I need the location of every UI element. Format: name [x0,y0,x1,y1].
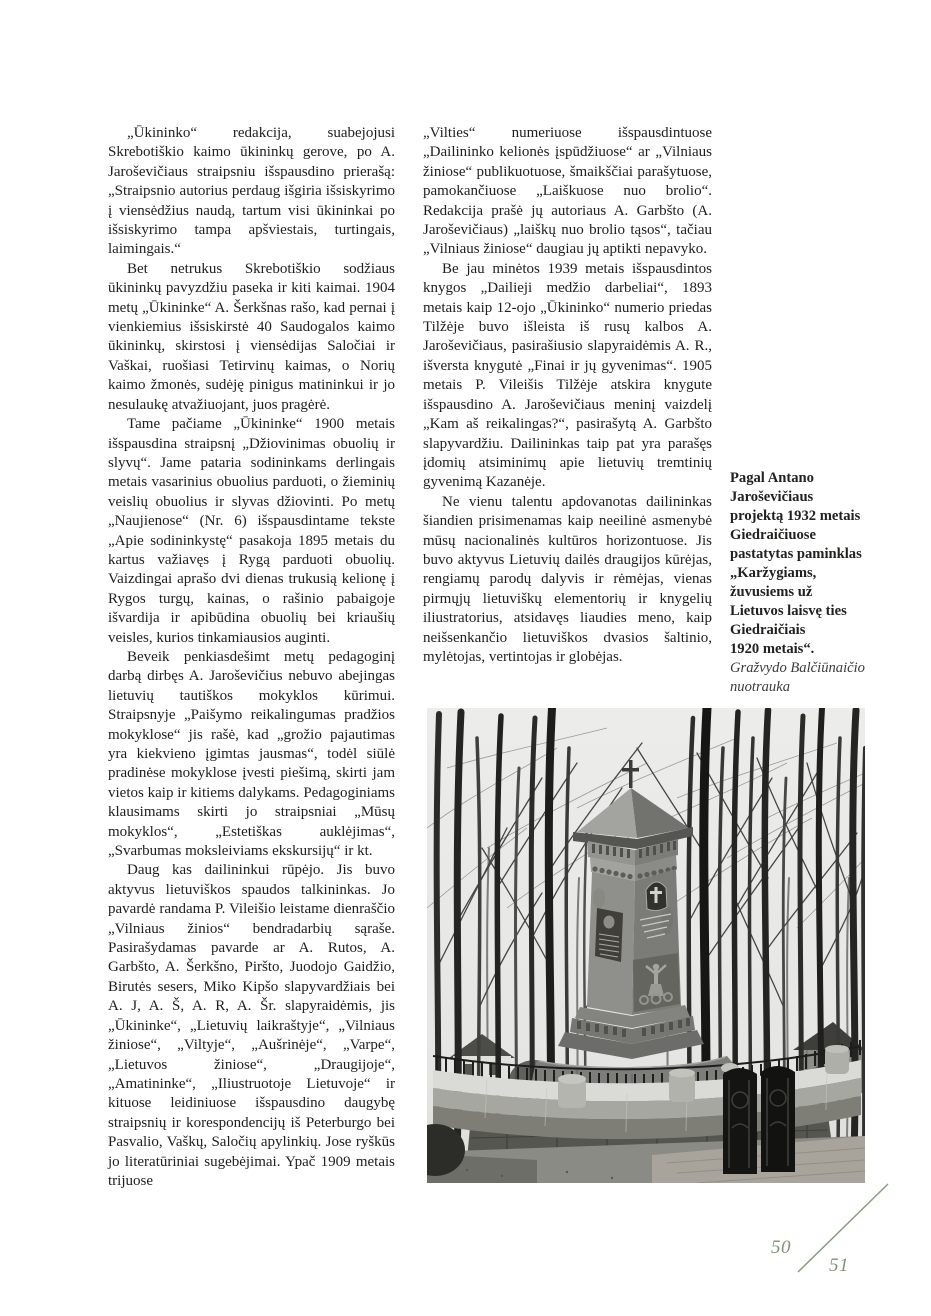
paragraph: „Ūkininko“ redakcija, suabejojusi Skrebotiškio kaimo ūkininkų gerove, po A. Jaroševičiaus straipsniu išspausdino prierašą: „Straipsnio autorius perdaug išgiria išsiskyrimo į viensėdžius naudą, tartum visi ūkininkai po išsiskyrimo tampa apšviestais, turtingais, laimingais.“ [108,125,395,258]
caption-line: Lietuvos laisvę ties [730,603,847,619]
paragraph: Daug kas dailininkui rūpėjo. Jis buvo aktyvus lietuviškos spaudos talkininkas. Jo pavardė randama P. Vileišio leistame dienraščio „Vilniaus žinios“ bendradarbių sąraše. Pasirašydamas pavarde ar A. Rutos, A. Garbšto, A. Šerkšno, Piršto, Juodojo Gaidžio, Birutės sesers, Miko Kipšo slapyvardžiais bei A. J, A. Š, A. R, A. Šr. slapyraidėmis, jis „Ūkininke“, „Lietuvių laikraštyje“, „Vilniaus žiniose“, „Viltyje“, „Aušrinėje“, „Varpe“, „Lietuvos žiniose“, „Draugijoje“, „Amatininke“, „Iliustruotoje Lietuvoje“ ir kituose leidiniuose išspausdino daugybę straipsnių ir korespondencijų iš Peterburgo bei Pasvalio, Vaškų, Saločių apylinkių. Jose ryškūs jo literatūriniai sugebėjimai. Ypač 1909 metais trijuose [108,862,395,1189]
text-column-left [108,124,395,1191]
caption-line: Giedraičiais [730,622,806,638]
paragraph: Tame pačiame „Ūkininke“ 1900 metais išspausdina straipsnį „Džiovinimas obuolių ir slyvų“. Jame pataria sodininkams derlingais metais vasarinius obuolius parduoti, o žieminių veislių obuolius ir slyvas džiovinti. Po metų „Naujienose“ (Nr. 6) išspausdintame tekste „Apie sodininkystę“ pasakoja 1895 metais du kartus važiavęs į Rygą parduoti obuolių. Vaizdingai aprašo dvi dienas trukusią kelionę į Rygos turgų, kainas, o rašinio pabaigoje išvardija ir apibūdina obuolių bei kriaušių veisles, kurios tinkamiausios auginti. [108,416,395,646]
caption-line: Jaroševičiaus [730,489,814,505]
caption-line: „Karžygiams, [730,565,817,581]
paragraph: Beveik penkiasdešimt metų pedagoginį darbą dirbęs A. Jaroševičius nebuvo abejingas lietuvių tautiškos mokyklos kūrimui. Straipsnyje „Paišymo reikalingumas pradžios mokyklose“ jis rašė, kad „grožio pajautimas yra kiekvieno įgimtas jausmas“, todėl siūlė pradinėse mokyklose įvesti piešimą, skirti jam vietos kaip ir kitiems dalykams. Pedagoginiams klausimams skirti jo straipsniai „Mūsų mokyklos“, „Estetiškas auklėjimas“, „Svarbumas moksleiviams ekskursijų“ ir kt. [108,648,395,860]
caption-line: žuvusiems už [730,584,813,600]
caption-credit-line: nuotrauka [730,679,790,695]
caption-line: Pagal Antano [730,470,814,486]
caption-line: pastatytas paminklas [730,546,862,562]
caption-line: Giedraičiuose [730,527,816,543]
photo-caption [730,469,920,697]
page-number-right: 51 [829,1255,849,1276]
monument-photo [427,708,865,1183]
paragraph: Ne vienu talentu apdovanotas dailininkas šiandien prisimenamas kaip neeilinė asmenybė mūsų nacionalinės kultūros horizontuose. Jis buvo aktyvus Lietuvių dailės draugijos kūrėjas, rengiamų parodų dalyvis ir rėmėjas, vienas pirmųjų lietuviškų elementorių ir knygelių iliustratorius, atsidavęs liaudies meno, kaip neišsenkančio lietuviškos dvasios šaltinio, mylėtojas, vertintojas ir globėjas. [423,493,712,665]
text-column-right [423,124,712,667]
caption-credit-line: Gražvydo Balčiūnaičio [730,660,865,676]
paragraph: Bet netrukus Skrebotiškio sodžiaus ūkininkų pavyzdžiu paseka ir kiti kaimai. 1904 metų „Ūkininke“ A. Šerkšnas rašo, kad pernai į vienkiemius išsiskirstė 40 Saudogalos kaimo ūkininkų, skirstosi į viensėdijas Saločiai ir Vaškai, ruošiasi Tetirvinų kaimas, o Norių kaimo žmonės, sudėję pinigus matininkui ir jo nesulaukę atvažiuojant, juos pragėrė. [108,260,395,413]
monument-photo-graphic [427,708,865,1183]
caption-line: 1920 metais“. [730,641,815,657]
paragraph: „Vilties“ numeriuose išspausdintuose „Dailininko kelionės įspūdžiuose“ ar „Vilniaus žiniose“ publikuotuose, šmaikščiai parašytuose, pamokančiuose „Laiškuose nuo brolio“. Redakcija prašė jų autoriaus A. Garbšto (A. Jaroševičiaus) „laiškų nuo brolio tąsos“, tačiau „Vilniaus žiniose“ daugiau jų aptikti nepavyko. [423,125,712,258]
page-number-left: 50 [771,1237,791,1258]
paragraph: Be jau minėtos 1939 metais išspausdintos knygos „Dailieji medžio darbeliai“, 1893 metais kaip 12-ojo „Ūkininko“ numerio priedas Tilžėje buvo išleista iš rusų kalbos A. Jaroševičiaus, pasirašiusio slapyraidėmis A. R., išversta knygutė „Finai ir jų gyvenimas“. 1905 metais P. Vileišis Tilžėje atskira knygute išspausdino A. Jaroševičiaus meninį vaizdelį „Kam aš reikalingas?“, pasirašytą A. Garbšto slapyvardžiu. Dailininkas taip pat yra parašęs įdomių atsiminimų apie lietuvių tremtinių gyvenimą Kazanėje. [423,260,712,491]
folio-divider [758,1174,898,1284]
caption-line: projektą 1932 metais [730,508,861,524]
